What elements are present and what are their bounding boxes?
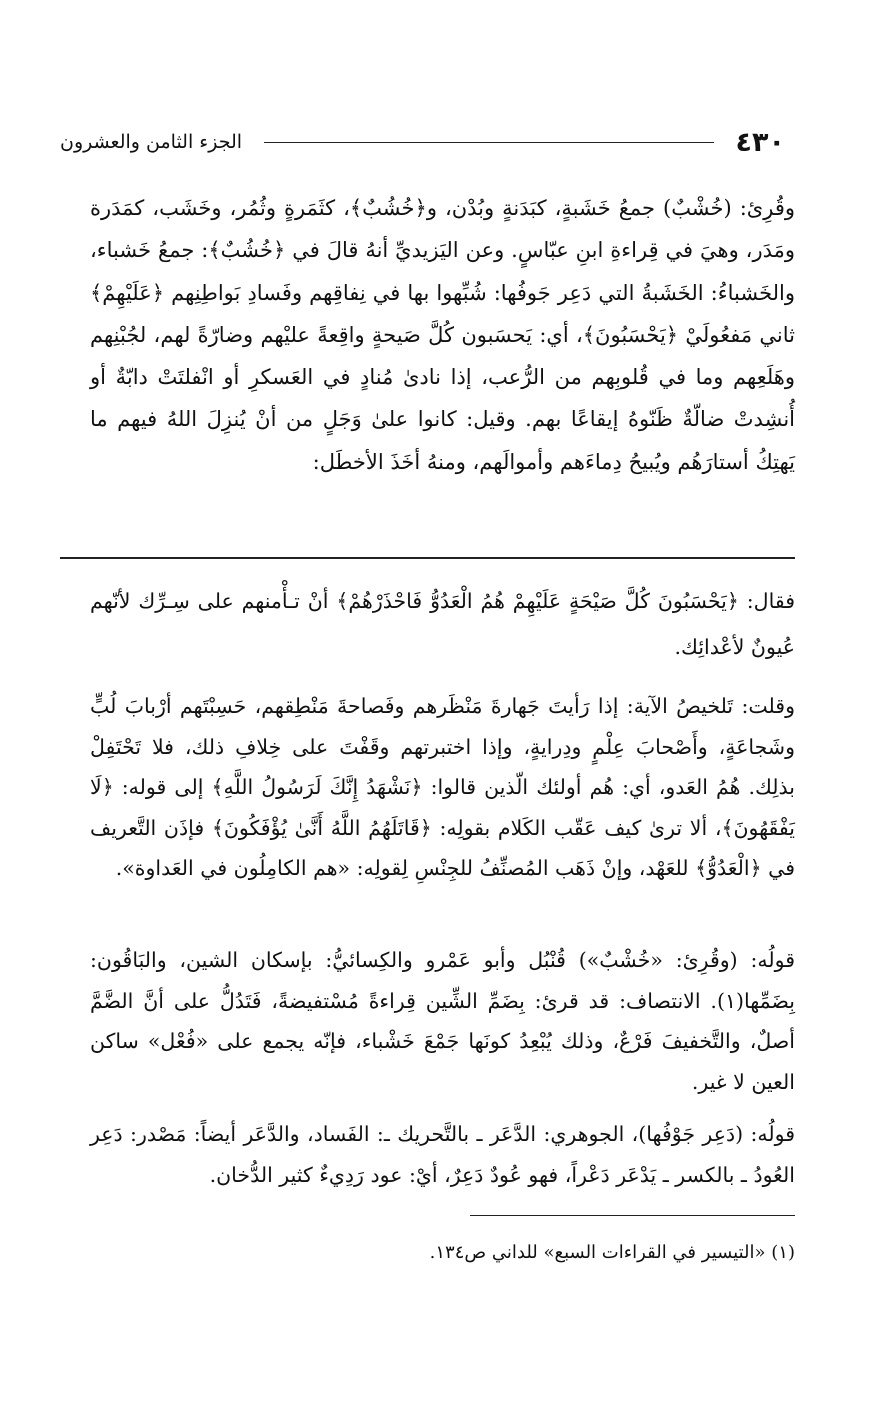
commentary-paragraph: وقُرِئ: (خُشْبٌ) جمعُ خَشَبةٍ، كبَدَنةٍ وبُدْن، و﴿خُشُبٌ﴾، كثَمَرةٍ وثُمُر، وخَشَب، كمَدَرة ومَدَر، وهيَ في قِراءةِ ابنِ عبّاسٍ. وعن اليَزيديِّ أنهُ قالَ في ﴿خُشُبٌ﴾: جمعُ خَشباء، والخَشباءُ: الخَشَبةُ التي دَعِر جَوفُها: شُبِّهوا بها في نِفاقِهم وفَسادِ بَواطِنِهم ﴿عَلَيْهِمْ﴾ ثاني مَفعُولَيْ ﴿يَحْسَبُونَ﴾، أي: يَحسَبون كُلَّ صَيحةٍ واقِعةً عليْهم وضارّةً لهم، لجُبْنِهم وهَلَعِهم وما في قُلوبِهم من الرُّعب، إذا نادىٰ مُنادٍ في العَسكرِ أو انْفلتَتْ دابّةٌ أو أُنشِدتْ ضالّةٌ ظَنّوهُ إيقاعًا بهم. وقيل: كانوا علىٰ وَجَلٍ من أنْ يُنزِلَ اللهُ فيهم ما يَهتِكُ أستارَهُم ويُبيحُ دِماءَهم وأموالَهم، ومنهُ أخَذَ الأخطَل:: [90, 196, 795, 474]
section-divider: [60, 557, 795, 559]
note-paragraph: قولُه: (دَعِر جَوْفُها)، الجوهري: الدَّعَر ـ بالتَّحريك ـ: الفَساد، والدَّعَر أيضاً: مَصْدر: دَعِر العُودُ ـ بالكسر ـ يَدْعَر دَعْراً، فهو عُودٌ دَعِرٌ، أيْ: عود رَدِيءٌ كثير الدُّخان.: [90, 1122, 795, 1187]
footnote: (١) «التيسير في القراءات السبع» للداني ص١٣٤.: [429, 1242, 795, 1263]
verse-paragraph: فقال: ﴿يَحْسَبُونَ كُلَّ صَيْحَةٍ عَلَيْهِمْ هُمُ الْعَدُوُّ فَاحْذَرْهُمْ﴾ أنْ تـأْمنهم على سِـرِّك لأنّهم عُيونٌ لأعْدائِك.: [90, 589, 795, 659]
note-paragraph: قولُه: (وقُرِئ: «خُشْبٌ») قُنْبُل وأبو عَمْرو والكِسائيُّ: بإسكان الشين، والبَاقُون: بِضَمِّها(١). الانتصاف: قد قرئ: بِضَمِّ الشِّين قِراءةً مُسْتفيضةً، فَتَدُلُّ على أنَّ الضَّمَّ أصلٌ، والتَّخفيفَ فَرْعٌ، وذلك يُبْعِدُ كونَها جَمْعَ خَشْباء، فإنّه يجمع على «فُعْل» ساكن العين لا غير.: [90, 948, 795, 1094]
page-header: [60, 122, 785, 162]
footnote-rule: [470, 1215, 795, 1216]
running-title: الجزء الثامن والعشرون: [60, 131, 243, 153]
header-rule: [264, 142, 714, 143]
page-number: ٤٣٠: [735, 126, 785, 158]
summary-paragraph: وقلت: تَلخيصُ الآية: إذا رَأيتَ جَهارةَ مَنْظَرهم وفَصاحةَ مَنْطِقهم، حَسِبْتَهم أرْبابَ لُبٍّ وشَجاعَةٍ، وأَصْحابَ عِلْمٍ ودِرايةٍ، وإذا اختبرتهم وقَفْتَ على خِلافِ ذلك، فلا تَحْتَفِلْ بذلِك. هُمُ العَدو، أي: هُم أولئك الّذين قالوا: ﴿نَشْهَدُ إِنَّكَ لَرَسُولُ اللَّهِ﴾ إلى قوله: ﴿لَا يَفْقَهُونَ﴾، ألا ترىٰ كيف عَقّب الكَلام بقولِه: ﴿قَاتَلَهُمُ اللَّهُ أَنَّىٰ يُؤْفَكُونَ﴾ فإذَن التَّعريف في ﴿الْعَدُوُّ﴾ للعَهْد، وإنْ ذَهَب المُصنِّفُ للجِنْسِ لِقولِه: «هم الكامِلُون في العَداوة».: [90, 694, 795, 880]
